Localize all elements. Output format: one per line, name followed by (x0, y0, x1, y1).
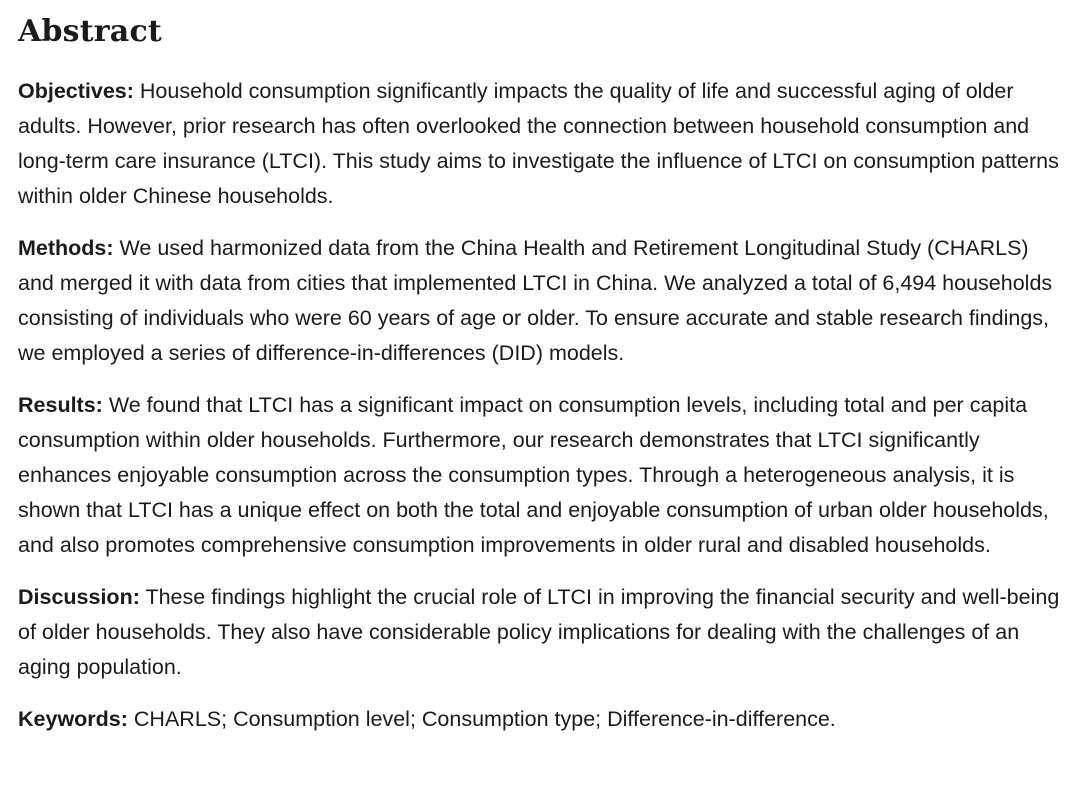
abstract-heading: Abstract (18, 14, 162, 49)
discussion-paragraph (18, 580, 1068, 685)
methods-label: Methods: (18, 236, 114, 260)
objectives-paragraph (18, 74, 1068, 214)
objectives-label: Objectives: (18, 79, 134, 103)
keywords-text: CHARLS; Consumption level; Consumption type; Difference-in-difference. (133, 707, 836, 731)
results-text: We found that LTCI has a significant impact on consumption levels, including total and per capita consumption within older households. Furthermore, our research demonstrates that LTCI significantly enhances enjoyable consumption across the consumption types. Through a heterogeneous analysis, it is shown that LTCI has a unique effect on both the total and enjoyable consumption of urban older households, and also promotes comprehensive consumption improvements in older rural and disabled households. (18, 393, 1049, 557)
keywords-label: Keywords: (18, 707, 128, 731)
results-paragraph (18, 388, 1068, 563)
discussion-text: These findings highlight the crucial role of LTCI in improving the financial security and well-being of older households. They also have considerable policy implications for dealing with the challenges of an aging population. (18, 585, 1060, 679)
methods-text: We used harmonized data from the China Health and Retirement Longitudinal Study (CHARLS) and merged it with data from cities that implemented LTCI in China. We analyzed a total of 6,494 households consisting of individuals who were 60 years of age or older. To ensure accurate and stable research findings, we employed a series of difference-in-differences (DID) models. (18, 236, 1053, 365)
objectives-text: Household consumption significantly impacts the quality of life and successful aging of older adults. However, prior research has often overlooked the connection between household consumption and long-term care insurance (LTCI). This study aims to investigate the influence of LTCI on consumption patterns within older Chinese households. (18, 79, 1059, 208)
methods-paragraph (18, 231, 1068, 371)
abstract-section (18, 10, 1068, 737)
discussion-label: Discussion: (18, 585, 140, 609)
keywords-paragraph (18, 702, 1068, 737)
results-label: Results: (18, 393, 103, 417)
